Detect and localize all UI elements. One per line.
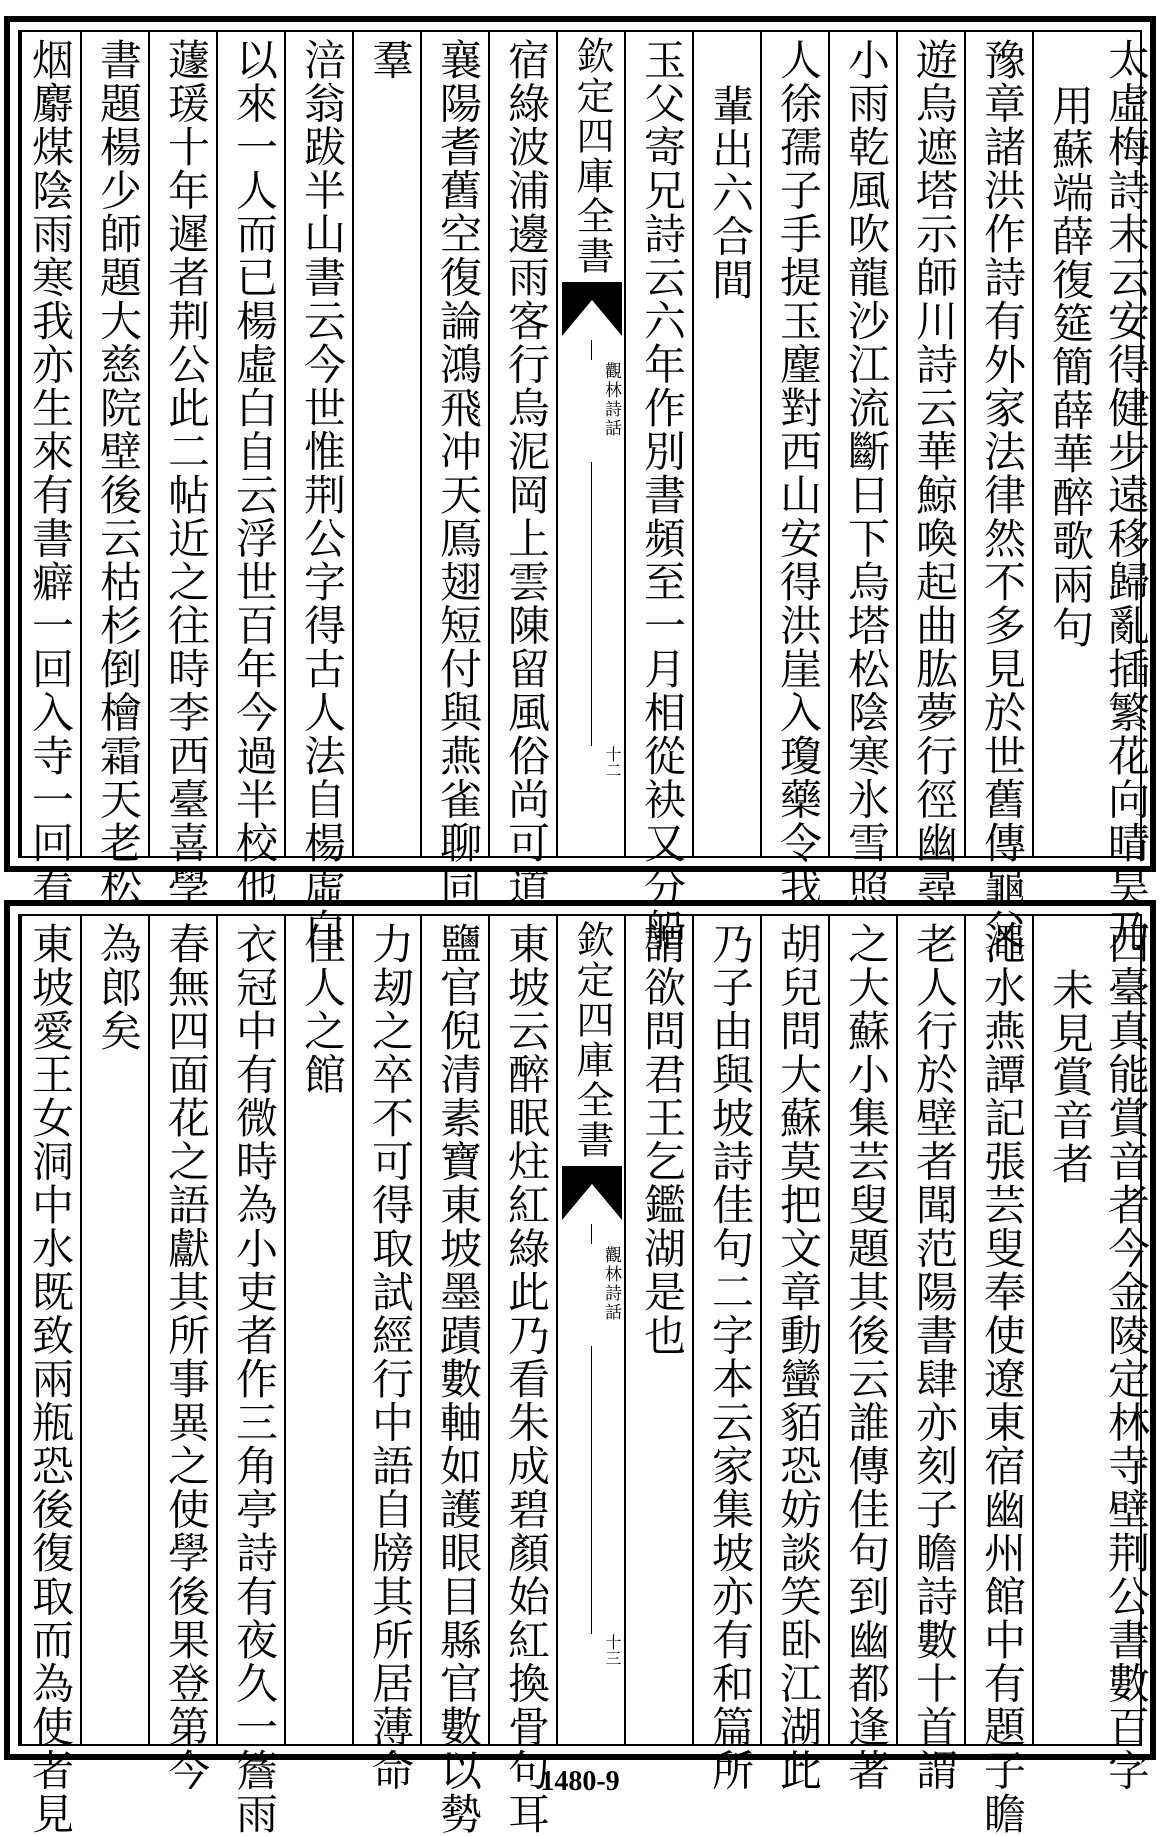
text-column bbox=[488, 916, 556, 1836]
text-column bbox=[80, 32, 148, 908]
text-column bbox=[896, 32, 964, 908]
center-rule bbox=[591, 1346, 592, 1634]
text-column bbox=[692, 916, 760, 1792]
leaf-number: 十三 bbox=[603, 1634, 622, 1666]
top-page bbox=[4, 16, 1156, 952]
text-column bbox=[20, 32, 80, 908]
text-column bbox=[1032, 32, 1100, 856]
collection-title: 欽定四庫全書 bbox=[570, 920, 614, 1160]
text-column bbox=[352, 32, 420, 856]
text-column bbox=[964, 32, 1032, 952]
text-column bbox=[216, 32, 284, 908]
column-text: 老人行於壁者聞范陽書肆亦刻子瞻詩數十首謂 bbox=[910, 922, 959, 1792]
center-fold-column bbox=[556, 916, 624, 1744]
text-column bbox=[284, 32, 352, 952]
top-page-frame bbox=[18, 30, 1151, 952]
text-column bbox=[148, 32, 216, 908]
text-column bbox=[828, 32, 896, 908]
column-text: 襄陽耆舊空復論鴻飛冲天鳫翅短付與燕雀聊同 bbox=[434, 38, 483, 908]
text-column bbox=[828, 916, 896, 1792]
column-text: 人徐孺子手提玉麈對西山安得洪崖入瓊藥令我 bbox=[774, 38, 823, 908]
column-text: 東坡云醉眠炷紅綠此乃看朱成碧顏始紅換骨句耳 bbox=[502, 922, 551, 1836]
column-text: 謂欲問君王乞鑑湖是也 bbox=[638, 922, 687, 1357]
page-number: 1480-9 bbox=[540, 1766, 620, 1797]
text-column bbox=[1100, 32, 1156, 952]
column-text: 豫章諸洪作詩有外家法律然不多見於世舊傳龜父 bbox=[978, 38, 1027, 952]
collection-title: 欽定四庫全書 bbox=[570, 36, 614, 276]
column-text: 涪翁跋半山書云今世惟荆公字得古人法自楊虛白 bbox=[298, 38, 347, 952]
column-text: 遊烏遮塔示師川詩云華鯨喚起曲肱夢行徑幽尋 bbox=[910, 38, 959, 908]
text-column bbox=[216, 916, 284, 1836]
column-text: 玉父寄兄詩云六年作別書頻至一月相從袂又分船 bbox=[638, 38, 687, 952]
column-text: 為郎矣 bbox=[94, 922, 143, 1053]
text-column bbox=[420, 32, 488, 908]
text-column bbox=[1100, 916, 1156, 1792]
column-text: 以來一人而已楊虛白自云浮世百年今過半校他 bbox=[230, 38, 279, 908]
text-column bbox=[896, 916, 964, 1792]
column-text: 鹽官倪清素寶東坡墨蹟數軸如護眼目縣官數以勢 bbox=[434, 922, 483, 1836]
text-column bbox=[692, 32, 760, 856]
column-text: 乃子由與坡詩佳句二字本云家集坡亦有和篇所 bbox=[706, 922, 755, 1792]
column-text: 胡兒問大蘇莫把文章動蠻貊恐妨談笑卧江湖此 bbox=[774, 922, 823, 1792]
column-text: 宿綠波浦邊雨客行烏泥岡上雲陳留風俗尚可道 bbox=[502, 38, 551, 908]
book-title: 觀林詩話 bbox=[601, 362, 621, 438]
text-column bbox=[964, 916, 1032, 1836]
text-column bbox=[352, 916, 420, 1792]
column-text: 澠水燕譚記張芸叟奉使遼東宿幽州館中有題子瞻 bbox=[978, 922, 1027, 1836]
column-text: 輩出六合間 bbox=[706, 84, 755, 302]
text-column bbox=[1032, 916, 1100, 1744]
text-column bbox=[624, 916, 692, 1744]
column-text: 未見賞音者 bbox=[1046, 968, 1095, 1186]
text-column bbox=[80, 916, 148, 1744]
book-title: 觀林詩話 bbox=[601, 1246, 621, 1322]
center-rule bbox=[591, 340, 592, 360]
center-rule bbox=[591, 1224, 592, 1244]
text-column bbox=[488, 32, 556, 908]
column-text: 烟麝煤陰雨寒我亦生來有書癖一回入寺一回看 bbox=[26, 38, 75, 908]
column-text: 用蘇端薛復筵簡薛華醉歌兩句 bbox=[1046, 84, 1095, 650]
text-column bbox=[760, 32, 828, 908]
column-text: 西臺真能賞音者今金陵定林寺壁荆公書數百字 bbox=[1102, 922, 1151, 1792]
text-column bbox=[20, 916, 80, 1836]
text-column bbox=[760, 916, 828, 1792]
column-text: 小雨乾風吹龍沙江流斷日下烏塔松陰寒氷雪照 bbox=[842, 38, 891, 908]
column-text: 之大蘇小集芸叟題其後云誰傳佳句到幽都逢著 bbox=[842, 922, 891, 1792]
fish-tail-mark bbox=[562, 282, 622, 336]
text-column bbox=[148, 916, 216, 1792]
center-rule bbox=[591, 462, 592, 746]
column-text: 羣 bbox=[366, 38, 415, 82]
fish-tail-mark bbox=[562, 1166, 622, 1220]
text-column bbox=[284, 916, 352, 1744]
column-text: 蘧瑗十年遲者荆公此二帖近之往時李西臺喜學 bbox=[162, 38, 211, 908]
column-text: 太虛梅詩末云安得健步遠移歸亂插繁花向晴昊乃 bbox=[1102, 38, 1151, 952]
leaf-number: 十二 bbox=[603, 746, 622, 778]
center-fold-column bbox=[556, 32, 624, 856]
column-text: 衣冠中有微時為小吏者作三角亭詩有夜久一簷雨 bbox=[230, 922, 279, 1836]
text-column bbox=[420, 916, 488, 1836]
column-text: 東坡愛王女洞中水既致兩瓶恐後復取而為使者見 bbox=[26, 922, 75, 1836]
column-text: 力刼之卒不可得取試經行中語自牓其所居薄命 bbox=[366, 922, 415, 1792]
text-column bbox=[624, 32, 692, 952]
column-text: 春無四面花之語獻其所事異之使學後果登第今 bbox=[162, 922, 211, 1792]
column-text: 書題楊少師題大慈院壁後云枯杉倒檜霜天老松 bbox=[94, 38, 143, 908]
column-text: 佳人之館 bbox=[298, 922, 347, 1096]
